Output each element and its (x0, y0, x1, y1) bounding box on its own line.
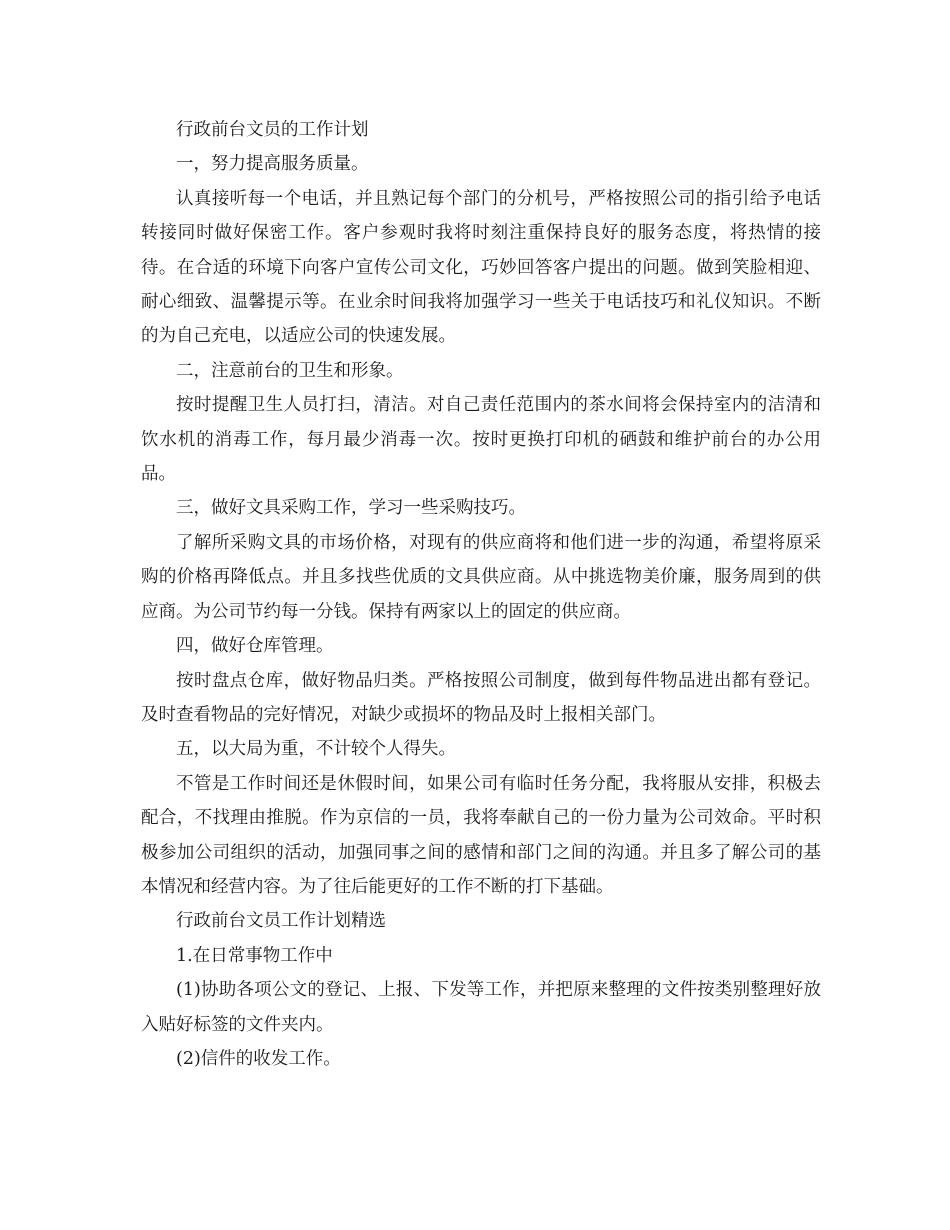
section-heading-3: 三，做好文具采购工作，学习一些采购技巧。 (176, 498, 526, 519)
paragraph-warehouse: 按时盘点仓库，做好物品归类。严格按照公司制度，做到每件物品进出都有登记。及时查看物品的完好情况，对缺少或损坏的物品及时上报相关部门。 (141, 670, 821, 725)
list-item-1: (1)协助各项公文的登记、上报、下发等工作，并把原来整理的文件按类别整理好放入贴好标签的文件夹内。 (141, 980, 821, 1035)
section-heading-5: 五，以大局为重，不计较个人得失。 (176, 739, 456, 760)
document-title: 行政前台文员的工作计划 (176, 120, 369, 140)
document-body (141, 113, 821, 1076)
section-heading-4: 四，做好仓库管理。 (176, 636, 334, 657)
paragraph-teamwork: 不管是工作时间还是休假时间，如果公司有临时任务分配，我将服从安排，积极去配合，不找理由推脱。作为京信的一员，我将奉献自己的一份力量为公司效命。平时积极参加公司组织的活动，加强同事之间的感情和部门之间的沟通。并且多了解公司的基本情况和经营内容。为了往后能更好的工作不断的打下基础。 (141, 773, 821, 897)
section-heading-1: 一，努力提高服务质量。 (176, 154, 369, 175)
section-heading-2: 二，注意前台的卫生和形象。 (176, 360, 404, 381)
subtitle-selected-plan: 行政前台文员工作计划精选 (176, 911, 386, 932)
list-heading-daily-work: 1.在日常事物工作中 (176, 945, 333, 966)
paragraph-service-quality: 认真接听每一个电话，并且熟记每个部门的分机号，严格按照公司的指引给予电话转接同时做好保密工作。客户参观时我将时刻注重保持良好的服务态度，将热情的接待。在合适的环境下向客户宣传公司文化，巧妙回答客户提出的问题。做到笑脸相迎、耐心细致、温馨提示等。在业余时间我将加强学习一些关于电话技巧和礼仪知识。不断的为自己充电，以适应公司的快速发展。 (141, 188, 821, 347)
paragraph-procurement: 了解所采购文具的市场价格，对现有的供应商将和他们进一步的沟通，希望将原采购的价格再降低点。并且多找些优质的文具供应商。从中挑选物美价廉，服务周到的供应商。为公司节约每一分钱。保持有两家以上的固定的供应商。 (141, 532, 821, 622)
list-item-2: (2)信件的收发工作。 (176, 1048, 341, 1069)
paragraph-hygiene: 按时提醒卫生人员打扫，清洁。对自己责任范围内的茶水间将会保持室内的洁清和饮水机的消毒工作，每月最少消毒一次。按时更换打印机的硒鼓和维护前台的办公用品。 (141, 395, 821, 485)
